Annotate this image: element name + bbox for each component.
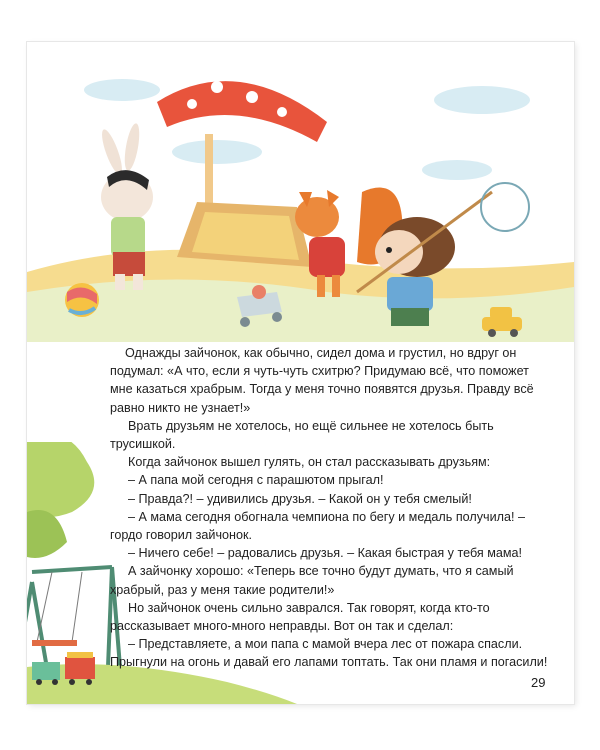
sandbox [177,202,312,267]
story-paragraph-5: Но зайчонок очень сильно заврался. Так говорят, когда кто-то рассказывает много-много неправды. Вот он так и сделал: [110,600,490,634]
story-paragraph-1: Однажды зайчонок, как обычно, сидел дома и грустил, но вдруг он подумал: «А что, если я чуть-чуть схитрю? Придумаю всё, что поможет мне казаться храбрым. Тогда у меня точно появятся друзья. Правду всё равно никто не узнает!» [110,346,534,415]
book-page [27,42,574,704]
story-paragraph-2: Врать друзьям не хотелось, но ещё сильнее не хотелось быть трусишкой. [110,418,494,452]
page-number: 29 [531,675,546,690]
ball [65,283,99,317]
dialogue-line-1: – А папа мой сегодня с парашютом прыгал! [128,473,384,488]
story-text [110,344,550,672]
tree-foliage [27,442,94,517]
playground-sandbox-illustration [27,42,574,342]
story-paragraph-3: Когда зайчонок вышел гулять, он стал рассказывать друзьям: [128,455,491,470]
story-paragraph-4: А зайчонку хорошо: «Теперь все точно будут думать, что я самый храбрый, раз у меня такие родители!» [110,564,514,597]
dialogue-line-4: – Ничего себе! – радовались друзья. – Какая быстрая у тебя мама! [128,546,523,561]
dialogue-line-5: – Представляете, а мои папа с мамой вчера лес от пожара спасли. Прыгнули на огонь и давай его лапами топтать. Так они пламя и погасили! [110,637,548,670]
dialogue-line-2: – Правда?! – удивились друзья. – Какой он у тебя смелый! [128,491,472,506]
dialogue-line-3: – А мама сегодня обогнала чемпиона по бегу и медаль получила! – гордо говорил зайчонок. [110,509,525,543]
